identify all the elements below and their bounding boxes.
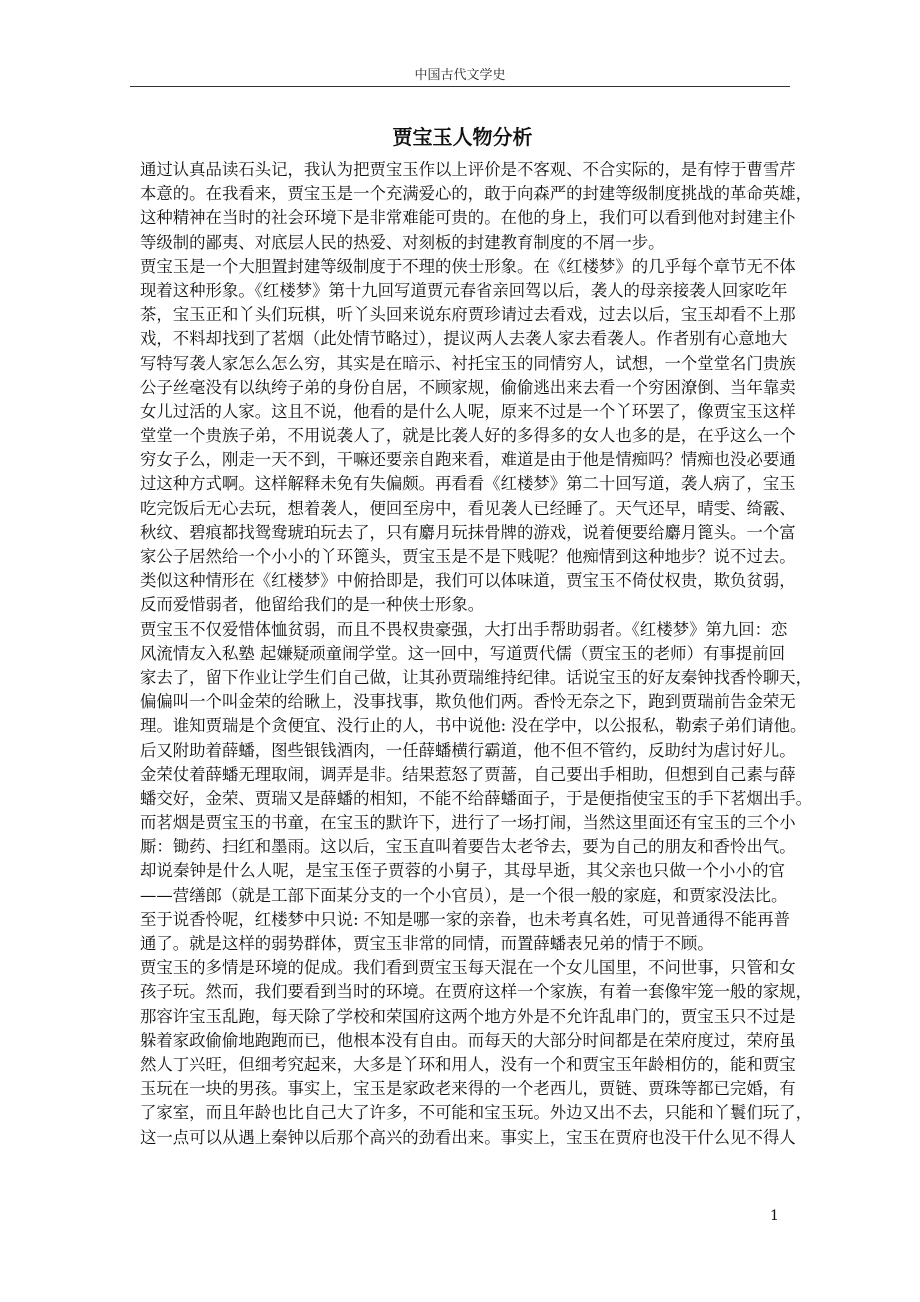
text-line: 堂堂一个贵族子弟，不用说袭人了，就是比袭人好的多得多的女人也多的是，在乎这么一个 (140, 426, 796, 446)
text-line: 后又附助着薛蟠，图些银钱酒肉，一任薛蟠横行霸道，他不但不管约，反助纣为虐讨好儿。 (140, 740, 796, 760)
paragraph (140, 158, 813, 255)
running-header: 中国古代文学史 (414, 68, 506, 83)
text-line: 风流情友入私塾 起嫌疑顽童闹学堂。这一回中，写道贾代儒（贾宝玉的老师）有事提前回 (140, 643, 785, 663)
text-line: 却说秦钟是什么人呢，是宝玉侄子贾蓉的小舅子，其母早逝，其父亲也只做一个小小的官 (140, 861, 785, 881)
text-line: 至于说香怜呢，红楼梦中只说: 不知是哪一家的亲眷，也未考真名姓，可见普通得不能再普 (140, 909, 790, 929)
text-line: 吃完饭后无心去玩，想着袭人，便回至房中，看见袭人已经睡了。天气还早，晴雯、绮霰、 (140, 498, 796, 518)
text-line: 本意的。在我看来，贾宝玉是一个充满爱心的，敢于向森严的封建等级制度挑战的革命英雄， (140, 184, 813, 204)
text-line: 然人丁兴旺，但细考究起来，大多是丫环和用人，没有一个和贾宝玉年龄相仿的，能和贾宝 (140, 1054, 796, 1074)
document-body (140, 158, 813, 1150)
text-line: 写特写袭人家怎么怎么穷，其实是在暗示、衬托宝玉的同情穷人，试想，一个堂堂名门贵族 (140, 353, 796, 373)
text-line: 戏，不料却找到了茗烟（此处情节略过），提议两人去袭人家去看袭人。作者别有心意地大 (140, 329, 788, 349)
text-line: 秋纹、碧痕都找鸳鸯琥珀玩去了，只有麝月玩抹骨牌的游戏，说着便要给麝月篦头。一个富 (140, 522, 796, 542)
text-line: 偏偏叫一个叫金荣的给瞅上，没事找事，欺负他们两。香怜无奈之下，跑到贾瑞前告金荣无 (140, 692, 796, 712)
text-line: 通了。就是这样的弱势群体，贾宝玉非常的同情，而置薛蟠表兄弟的情于不顾。 (140, 934, 714, 953)
text-line: 茶，宝玉正和丫头们玩棋，听丫头回来说东府贾珍请过去看戏，过去以后，宝玉却看不上那 (140, 305, 796, 325)
text-line: 这一点可以从遇上秦钟以后那个高兴的劲看出来。事实上，宝玉在贾府也没干什么见不得人 (140, 1127, 796, 1147)
text-line: 穷女子么，刚走一天不到，干嘛还要亲自跑来看，难道是由于他是情痴吗？情痴也没必要通 (140, 450, 796, 470)
text-line: 蟠交好，金荣、贾瑞又是薛蟠的相知，不能不给薛蟠面子，于是便指使宝玉的手下茗烟出手。 (140, 788, 813, 808)
text-line: 通过认真品读石头记，我认为把贾宝玉作以上评价是不客观、不合实际的，是有悖于曹雪芹 (140, 160, 796, 179)
text-line: 孩子玩。然而，我们要看到当时的环境。在贾府这样一个家族，有着一套像牢笼一般的家规， (140, 982, 813, 1002)
text-line: 理。谁知贾瑞是个贪便宜、没行止的人，书中说他: 没在学中，以公报私，勒索子弟们请他。 (140, 716, 807, 736)
text-line: 反而爱惜弱者，他留给我们的是一种侠士形象。 (140, 595, 485, 615)
text-line: 这种精神在当时的社会环境下是非常难能可贵的。在他的身上，我们可以看到他对封建主仆 (140, 208, 796, 228)
paragraph (140, 956, 813, 1150)
text-line: 过这种方式啊。这样解释未免有失偏颇。再看看《红楼梦》第二十回写道，袭人病了，宝玉 (140, 474, 796, 494)
text-line: ——营缮郎（就是工部下面某分支的一个小官员），是一个很一般的家庭，和贾家没法比。 (140, 885, 788, 905)
header-divider (130, 86, 790, 87)
text-line: 贾宝玉不仅爱惜体恤贫弱，而且不畏权贵豪强，大打出手帮助弱者。《红楼梦》第九回：恋 (140, 619, 788, 639)
text-line: 了家室，而且年龄也比自己大了许多，不可能和宝玉玩。外边又出不去，只能和丫鬟们玩了， (140, 1103, 813, 1123)
text-line: 家公子居然给一个小小的丫环篦头，贾宝玉是不是下贱呢？他痴情到这种地步？说不过去。 (140, 547, 796, 566)
text-line: 而茗烟是贾宝玉的书童，在宝玉的默许下，进行了一场打闹，当然这里面还有宝玉的三个小 (140, 813, 796, 833)
text-line: 贾宝玉是一个大胆置封建等级制度于不理的侠士形象。在《红楼梦》的几乎每个章节无不体 (140, 256, 796, 276)
text-line: 玉玩在一块的男孩。事实上，宝玉是家政老来得的一个老西儿，贾链、贾珠等都已完婚，有 (140, 1079, 796, 1099)
text-line: 类似这种情形在《红楼梦》中俯拾即是，我们可以体味道，贾宝玉不倚仗权贵，欺负贫弱， (140, 571, 796, 591)
paragraph (140, 255, 796, 618)
page-number: 1 (770, 1208, 779, 1224)
text-line: 那容许宝玉乱跑，每天除了学校和荣国府这两个地方外是不允许乱串门的，贾宝玉只不过是 (140, 1006, 796, 1026)
page-title: 贾宝玉人物分析 (392, 125, 533, 149)
text-line: 公子丝毫没有以纨绔子弟的身份自居，不顾家规，偷偷逃出来去看一个穷困潦倒、当年靠卖 (140, 377, 796, 397)
text-line: 贾宝玉的多情是环境的促成。我们看到贾宝玉每天混在一个女儿国里，不问世事，只管和女 (140, 958, 796, 978)
text-line: 等级制的鄙夷、对底层人民的热爱、对刻板的封建教育制度的不屑一步。 (140, 232, 665, 252)
paragraph (140, 618, 813, 957)
text-line: 女儿过活的人家。这且不说，他看的是什么人呢，原来不过是一个丫环罢了，像贾宝玉这样 (140, 401, 796, 421)
text-line: 躲着家政偷偷地跑跑而已，他根本没有自由。而每天的大部分时间都是在荣府度过，荣府虽 (140, 1030, 796, 1050)
text-line: 厮：锄药、扫红和墨雨。这以后，宝玉直叫着要告太老爷去，要为自己的朋友和香怜出气。 (140, 837, 796, 857)
text-line: 金荣仗着薛蟠无理取闹，调弄是非。结果惹怒了贾蔷，自己要出手相助，但想到自己素与薛 (140, 764, 796, 784)
text-line: 家去了，留下作业让学生们自己做，让其孙贾瑞维持纪律。话说宝玉的好友秦钟找香怜聊天， (140, 667, 813, 687)
text-line: 现着这种形象。《红楼梦》第十九回写道贾元春省亲回驾以后，袭人的母亲接袭人回家吃年 (140, 280, 788, 300)
